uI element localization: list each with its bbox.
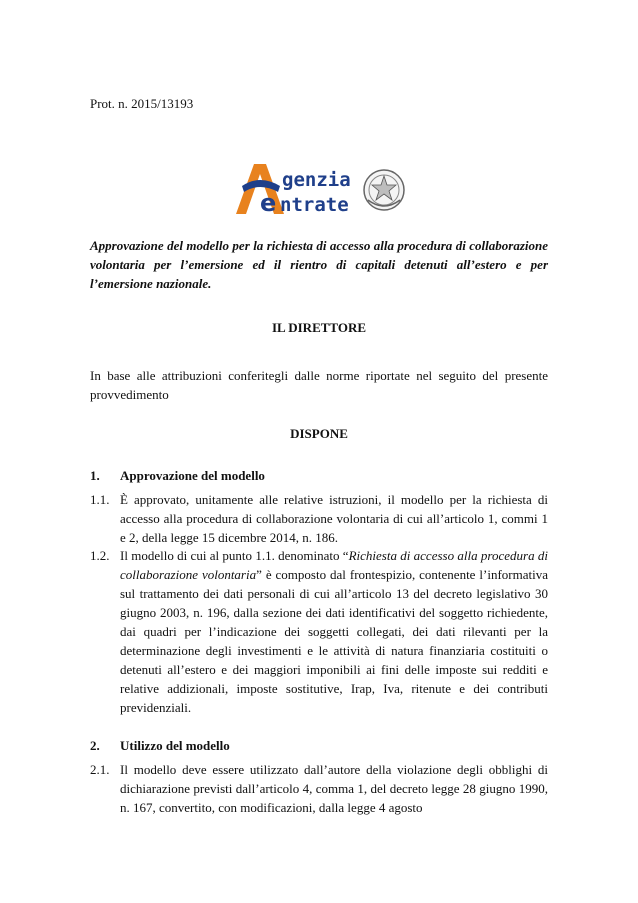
protocol-number: Prot. n. 2015/13193	[90, 96, 194, 111]
paragraph-number: 2.1.	[90, 762, 110, 777]
section-title: Utilizzo del modello	[120, 738, 230, 753]
paragraph-text: È approvato, unitamente alle relative istruzioni, il modello per la richiesta di accesso alla procedura di collaborazione volontaria di cui all’articolo 1, commi 1 e 2, della legge 15 dicembre 2014, n. 186.	[120, 492, 548, 545]
paragraph-text	[120, 546, 548, 717]
paragraph-text-part: ” è composto dal frontespizio, contenente l’informativa sul trattamento dei dati personali di cui all’articolo 13 del decreto legislativo 30 giugno 2003, n. 196, dalla sezione dei dati identificativi del soggetto richiedente, dai quadri per l’indicazione dei soggetti collegati, dei dati rilevanti per la determinazione degli investimenti e le attività di natura finanziaria costituiti o detenuti all’estero e dei maggiori imponibili ai fini delle imposte sui redditi e relative addizionali, imposte sostitutive, Irap, Iva, ritenute e dei contributi previdenziali.	[120, 567, 548, 715]
model-name-italic: Richiesta di accesso alla procedura di collaborazione volontaria	[120, 548, 548, 582]
paragraph-1-2	[90, 546, 548, 717]
paragraph-number: 1.2.	[90, 548, 110, 563]
paragraph-text-part: Il modello di cui al punto 1.1. denominato “	[120, 548, 349, 563]
section-1-heading	[90, 468, 265, 484]
italian-republic-emblem-icon	[364, 170, 404, 210]
logo-text-ntrate: ntrate	[280, 194, 349, 216]
paragraph-text: Il modello deve essere utilizzato dall’autore della violazione degli obblighi di dichiarazione previsti dall’articolo 4, comma 1, del decreto legge 28 giugno 1990, n. 167, convertito, con modificazioni, dalla legge 4 agosto	[120, 762, 548, 815]
heading-dispone: DISPONE	[290, 426, 348, 441]
paragraph-2-1	[90, 760, 548, 817]
section-number: 1.	[90, 468, 100, 483]
section-title: Approvazione del modello	[120, 468, 265, 483]
intro-paragraph: In base alle attribuzioni conferitegli dalle norme riportate nel seguito del presente provvedimento	[90, 368, 548, 402]
logo-text-genzia: genzia	[282, 169, 351, 191]
logo-letter-e: e	[260, 189, 277, 217]
heading-il-direttore: IL DIRETTORE	[271, 320, 367, 335]
agenzia-entrate-logo	[232, 160, 406, 218]
paragraph-1-1	[90, 490, 548, 547]
paragraph-number: 1.1.	[90, 492, 110, 507]
section-2-heading	[90, 738, 230, 754]
document-title: Approvazione del modello per la richiesta di accesso alla procedura di collaborazione volontaria per l’emersione ed il rientro di capitali detenuti all’estero e per l’emersione nazionale.	[90, 238, 548, 291]
section-number: 2.	[90, 738, 100, 753]
